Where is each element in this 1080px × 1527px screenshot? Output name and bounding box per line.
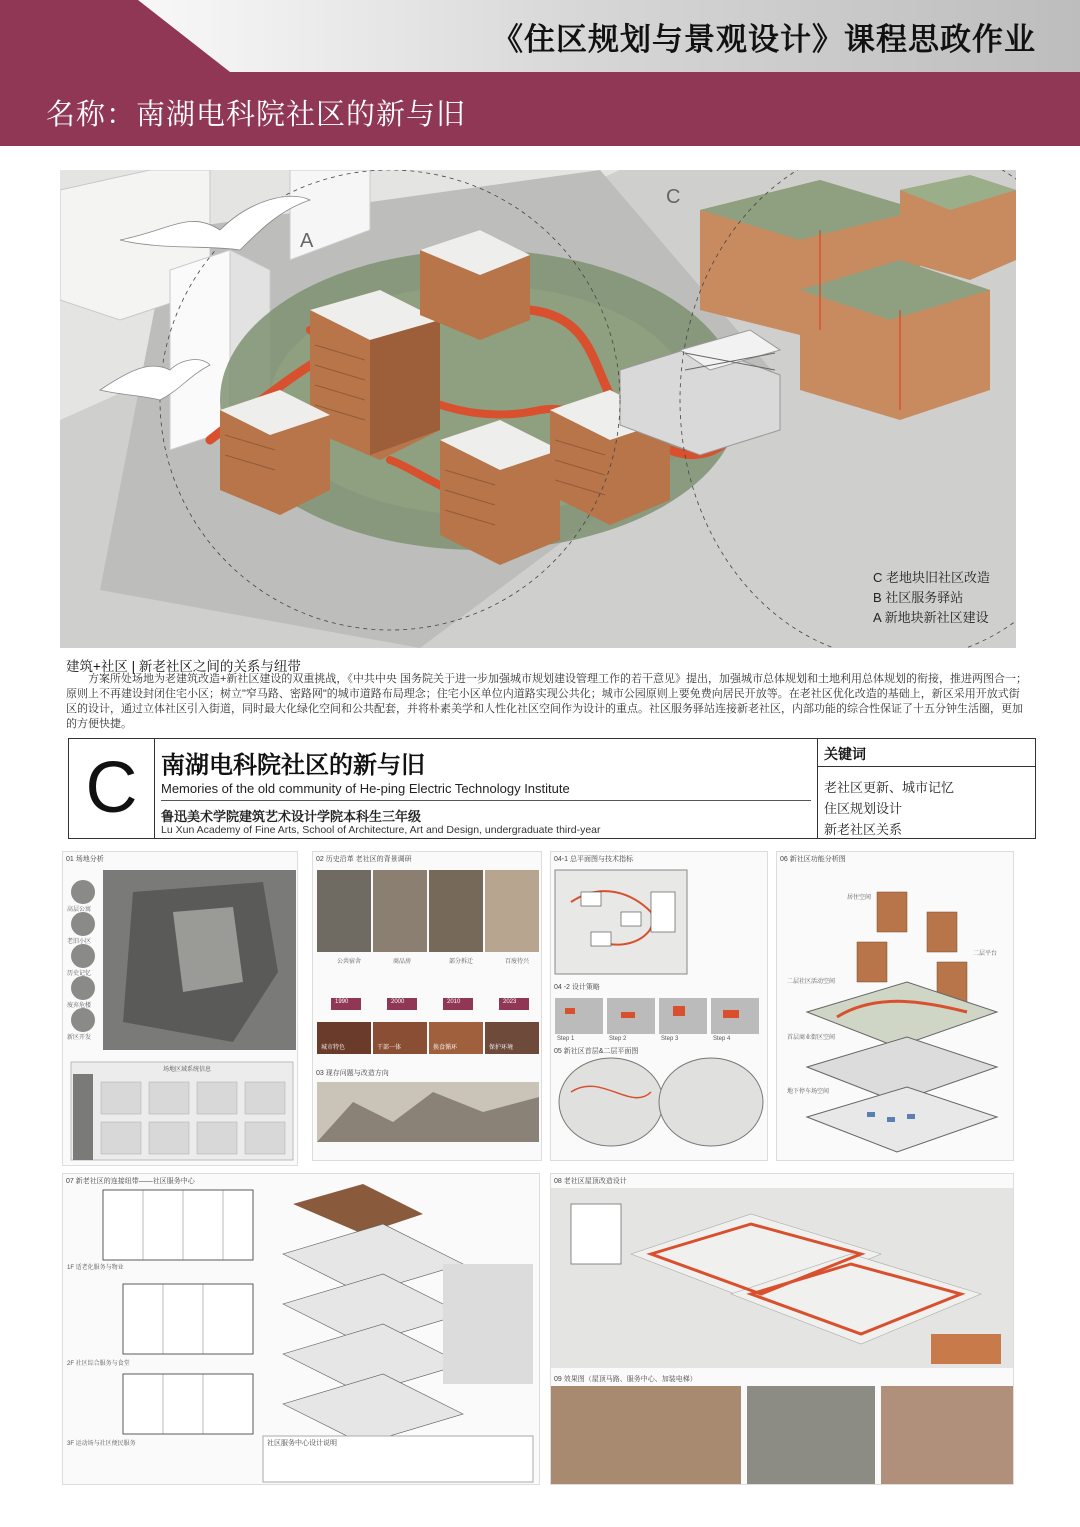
panel-site-analysis — [62, 851, 298, 1166]
title-zh: 南湖电科院社区的新与旧 — [161, 752, 425, 779]
strategy-step: Step 3 — [661, 1036, 679, 1042]
side-item: 历史记忆 — [67, 971, 92, 977]
legend-item-b: B 社区服务驿站 — [873, 590, 964, 605]
panel-roof-renovation — [550, 1173, 1014, 1485]
panel-label: 09 效果图（屋顶马路、服务中心、加装电梯） — [554, 1376, 697, 1383]
roof-renovation-graphic — [551, 1174, 1014, 1485]
function-analysis-graphic — [777, 852, 1014, 1161]
history-graphic — [313, 852, 542, 1161]
function-note: 首层商业街区空间 — [787, 1035, 836, 1041]
side-item: 老旧小区 — [67, 939, 92, 945]
side-item: 高层公寓 — [67, 907, 92, 913]
side-item: 新区开发 — [67, 1035, 92, 1041]
title-letter: C — [69, 739, 155, 838]
legend-item-c: C 老地块旧社区改造 — [873, 570, 991, 585]
page-header — [0, 0, 1080, 146]
project-name: 名称：南湖电科院社区的新与旧 — [46, 99, 467, 131]
strategy-step: Step 4 — [713, 1036, 731, 1042]
function-note: 地下停车场空间 — [787, 1089, 830, 1095]
legend-item-a: A 新地块新社区建设 — [873, 610, 989, 625]
panel-label: 01 场地分析 — [66, 856, 104, 863]
zone-label-a: A — [300, 230, 314, 252]
strategy-step: Step 2 — [609, 1036, 627, 1042]
keyword-item: 新老社区关系 — [824, 822, 903, 837]
panel-service-center — [62, 1173, 540, 1485]
desc-title: 社区服务中心设计说明 — [267, 1440, 337, 1447]
panel-master-plan — [550, 851, 768, 1161]
history-tag: 保护环境 — [489, 1045, 514, 1051]
site-analysis-graphic — [63, 852, 298, 1166]
side-item: 废弃危楼 — [67, 1003, 92, 1009]
panel-label: 07 新老社区的连接纽带——社区服务中心 — [66, 1178, 195, 1185]
table-header: 场地区域系统信息 — [163, 1067, 212, 1073]
floor-label: 1F 适老化服务与物业 — [67, 1265, 124, 1271]
intro-body: 方案所处场地为老建筑改造+新社区建设的双重挑战，《中共中央 国务院关于进一步加强城市规划建设管理工作的若干意见》提出，加强城市总体规划和土地利用总体规划的衔接，推进两图合一；原则上不再建设封闭住宅小区；树立"窄马路、密路网"的城市道路布局理念；住宅小区单位内道路实现公共化；城市公园原则上要免费向居民开放等。在老社区优化改造的基础上，新区采用开放式街区的设计，通过立体社区引入街道，同时最大化绿化空间和公共配套，并将朴素美学和人性化社区空间作为设计的重点。社区服务驿站连接新老社区，内部功能的综合性保证了十五分钟生活圈，更加的方便快捷。 — [66, 673, 1027, 730]
history-caption: 部分拆迁 — [449, 959, 474, 965]
panel-label: 04 -2 设计策略 — [554, 984, 600, 991]
history-year: 2000 — [391, 999, 405, 1005]
function-note: 二层平台 — [973, 951, 998, 957]
history-year: 2010 — [447, 999, 461, 1005]
history-caption: 公共宿舍 — [337, 959, 362, 965]
keyword-item: 老社区更新、城市记忆 — [824, 780, 955, 795]
history-tag: 城市特色 — [321, 1045, 346, 1051]
history-tag: 换食循环 — [433, 1045, 458, 1051]
panel-label: 04-1 总平面图与技术指标 — [554, 856, 633, 863]
panel-label: 05 新社区首层&二层平面图 — [554, 1048, 639, 1055]
panel-history — [312, 851, 542, 1161]
history-caption: 商品房 — [393, 959, 412, 965]
master-plan-graphic — [551, 852, 768, 1161]
floor-label: 3F 运动场与社区便民服务 — [67, 1441, 136, 1447]
keywords-divider — [818, 766, 1036, 767]
title-box — [68, 738, 1036, 839]
title-en: Memories of the old community of He-ping Electric Technology Institute — [161, 781, 570, 796]
floor-label: 2F 社区综合服务与食堂 — [67, 1361, 130, 1367]
keyword-item: 住区规划设计 — [824, 801, 903, 816]
course-title: 《住区规划与景观设计》课程思政作业 — [492, 22, 1036, 57]
panel-label: 03 现存问题与改造方向 — [316, 1070, 389, 1077]
zone-label-c: C — [666, 186, 681, 208]
history-tag: 干部一体 — [377, 1045, 402, 1051]
title-separator — [161, 800, 811, 801]
history-caption: 百废待兴 — [505, 959, 530, 965]
history-year: 2023 — [503, 999, 517, 1005]
school-zh: 鲁迅美术学院建筑艺术设计学院本科生三年级 — [161, 809, 422, 824]
strategy-step: Step 1 — [557, 1036, 575, 1042]
keywords-title: 关键词 — [824, 746, 866, 762]
panel-label: 02 历史沿革 老社区的背景调研 — [316, 856, 412, 863]
function-note: 二层社区活动空间 — [787, 979, 836, 985]
panel-label: 08 老社区屋顶改造设计 — [554, 1178, 627, 1185]
panel-function-analysis — [776, 851, 1014, 1161]
function-note: 居住空间 — [847, 895, 872, 901]
intro-heading: 建筑+社区 | 新老社区之间的关系与纽带 — [66, 659, 301, 674]
hero-legend — [873, 568, 990, 628]
history-year: 1990 — [335, 999, 349, 1005]
school-en: Lu Xun Academy of Fine Arts, School of Architecture, Art and Design, undergraduate third-year — [161, 824, 601, 836]
panel-label: 06 新社区功能分析图 — [780, 856, 846, 863]
keywords-box — [817, 739, 1035, 838]
